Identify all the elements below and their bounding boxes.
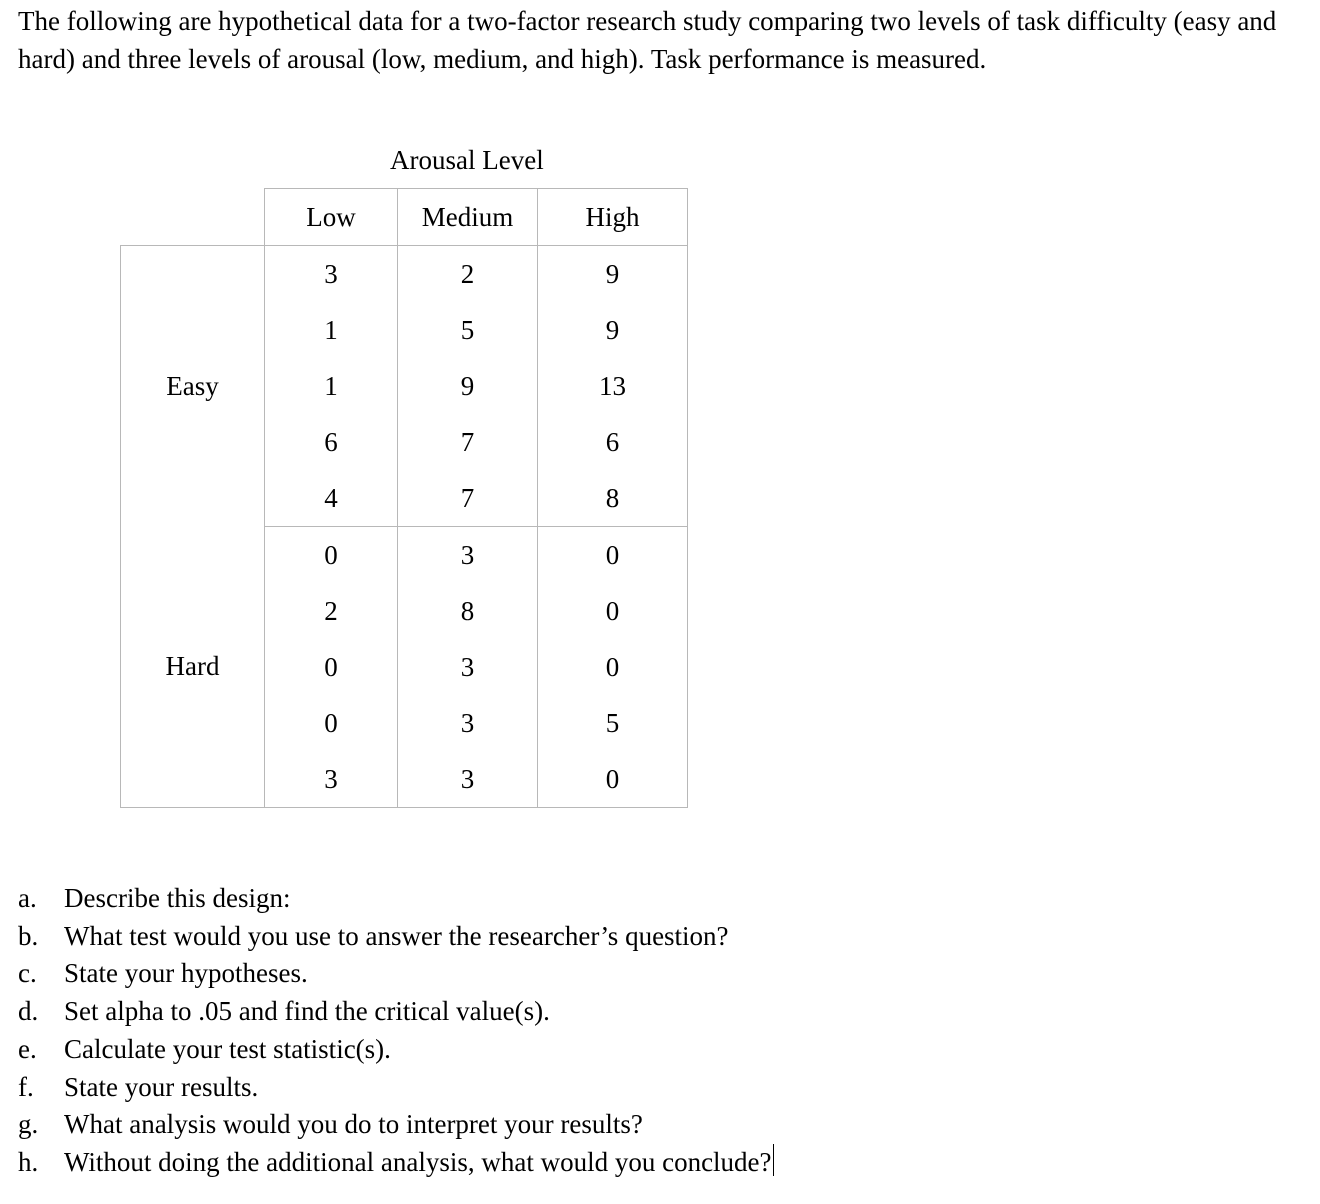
question-marker: h. [18,1146,39,1177]
table-cell: 6 [538,414,688,470]
table-cell: 4 [265,470,398,527]
table-cell: 7 [398,470,538,527]
question-item [18,1106,774,1144]
table-cell: 3 [398,695,538,751]
column-header-medium: Medium [398,189,538,246]
question-text: State your hypotheses. [64,958,308,989]
table-cell: 0 [265,639,398,695]
table-cell: 0 [538,527,688,584]
table-cell: 1 [265,302,398,358]
table-cell: 0 [538,751,688,808]
question-text: Calculate your test statistic(s). [64,1033,391,1064]
table-cell: 3 [398,751,538,808]
table-cell: 3 [265,246,398,303]
table-row [121,246,688,303]
text-cursor[interactable] [773,1144,774,1176]
table-cell: 9 [538,246,688,303]
corner-cell [121,189,265,246]
question-text: What analysis would you do to interpret your results? [64,1109,643,1140]
column-header-row [121,189,688,246]
question-item [18,1144,774,1182]
table-cell: 3 [398,527,538,584]
table-cell: 0 [265,527,398,584]
question-item [18,1069,774,1107]
group-label-easy: Easy [121,246,265,527]
question-item [18,993,774,1031]
question-item [18,918,774,956]
table-cell: 1 [265,358,398,414]
question-text: Without doing the additional analysis, what would you conclude? [64,1146,772,1177]
question-item [18,955,774,993]
table-cell: 9 [398,358,538,414]
group-label-hard: Hard [121,527,265,808]
question-text: Describe this design: [64,883,291,913]
table-cell: 3 [398,639,538,695]
table-cell: 9 [538,302,688,358]
table-cell: 3 [265,751,398,808]
table-row [121,527,688,584]
question-marker: c. [18,958,37,989]
question-item [18,880,774,918]
question-marker: g. [18,1109,39,1140]
table-cell: 2 [265,583,398,639]
table-cell: 6 [265,414,398,470]
question-marker: f. [18,1071,34,1102]
question-marker: b. [18,920,39,951]
table-cell: 8 [398,583,538,639]
table-cell: 13 [538,358,688,414]
question-list [18,880,774,1182]
question-text: State your results. [64,1071,259,1102]
table-cell: 5 [398,302,538,358]
table-cell: 2 [398,246,538,303]
question-item [18,1031,774,1069]
question-marker: e. [18,1033,37,1064]
table-cell: 0 [538,639,688,695]
question-text: What test would you use to answer the researcher’s question? [64,920,729,951]
table-cell: 8 [538,470,688,527]
table-cell: 0 [265,695,398,751]
question-text: Set alpha to .05 and find the critical value(s). [64,996,550,1027]
column-header-low: Low [265,189,398,246]
arousal-level-title: Arousal Level [390,145,544,175]
table-cell: 5 [538,695,688,751]
column-header-high: High [538,189,688,246]
data-table [120,188,688,808]
question-marker: d. [18,996,39,1027]
question-marker: a. [18,883,37,913]
table-cell: 7 [398,414,538,470]
intro-paragraph: The following are hypothetical data for a two-factor research study comparing two levels of task difficulty (easy and hard) and three levels of arousal (low, medium, and high). Task performance is measured. [18,6,1277,74]
table-cell: 0 [538,583,688,639]
